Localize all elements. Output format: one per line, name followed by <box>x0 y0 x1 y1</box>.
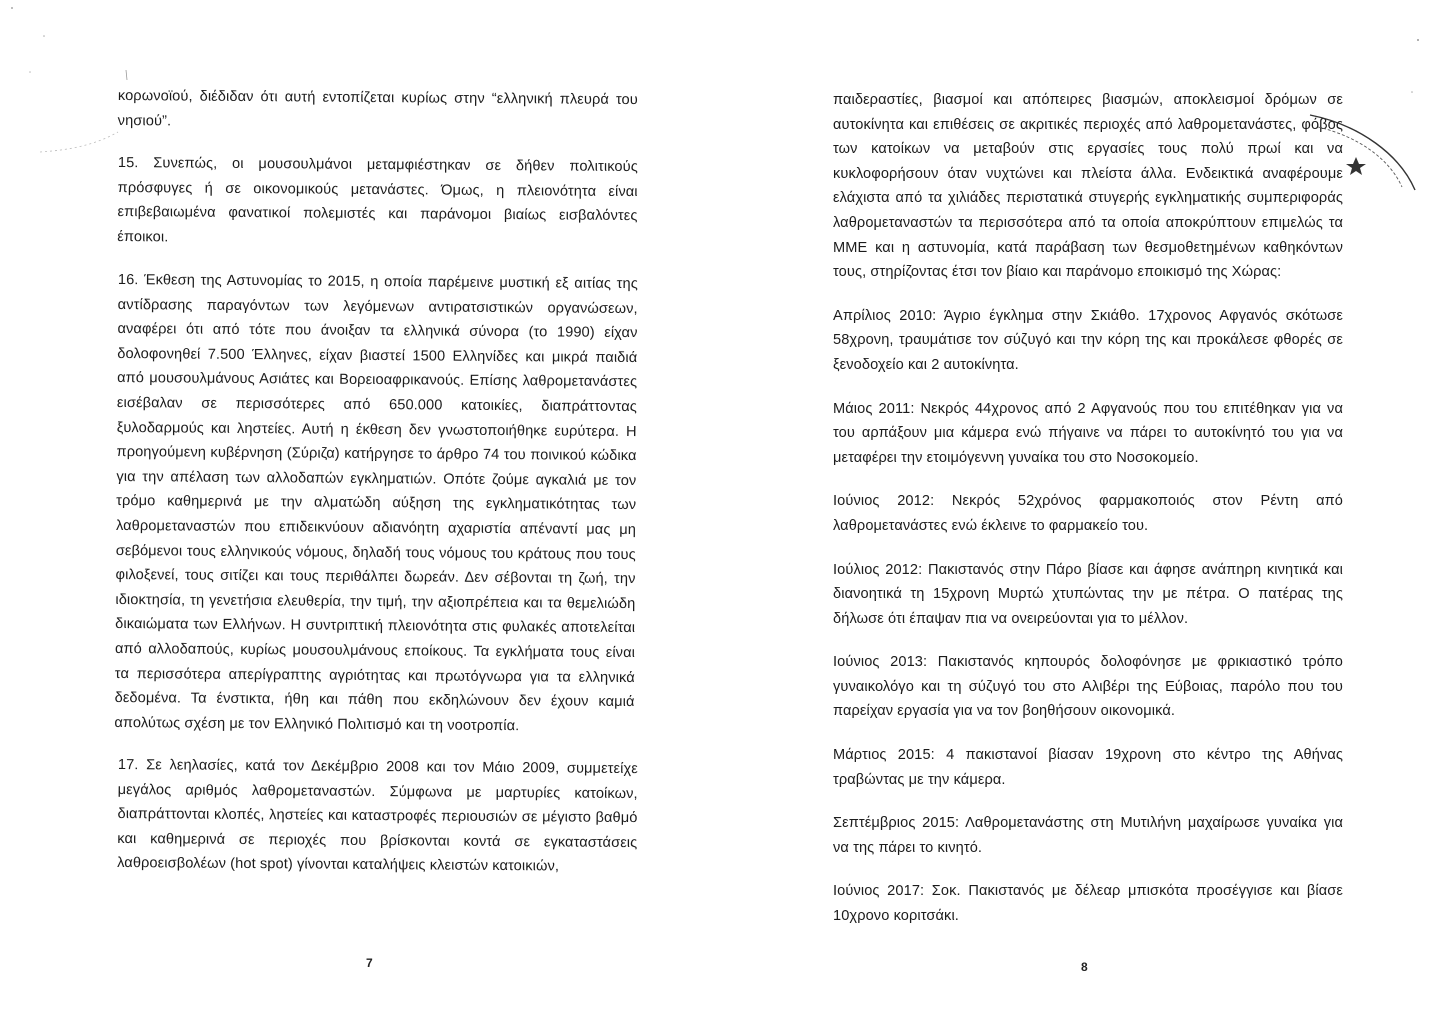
paragraph-16: 16. Έκθεση της Αστυνομίας το 2015, η οποία παρέμεινε μυστική εξ αιτίας της αντίδρασης παραγόντων των λεγόμενων αντιρατσιστικών οργανώσεων, αναφέρει ότι από τότε που άνοιξαν τα ελληνικά σύνορα (το 1990) είχαν δολοφονηθεί 7.500 Έλληνες, είχαν βιαστεί 1500 Ελληνίδες και μικρά παιδιά από μουσουλμάνους Ασιάτες και Βορειοαφρικανούς. Επίσης λαθρομετανάστες εισέβαλαν σε περισσότερες από 650.000 κατοικίες, διαπράττοντας ξυλοδαρμούς και ληστείες. Αυτή η έκθεση δεν γνωστοποιήθηκε ευρύτερα. Η προηγούμενη κυβέρνηση (Σύριζα) κατήργησε το άρθρο 74 του ποινικού κώδικα για την απέλαση των αλλοδαπών εγκληματιών. Οπότε ζούμε αγκαλιά με τον τρόμο καθημερινά με την αλματώδη αύξηση της εγκληματικότητας των λαθρομεταναστών που επιδεικνύουν αδιανόητη αχαριστία απέναντί μας μη σεβόμενοι τους ελληνικούς νόμους, δηλαδή τους νόμους του κράτους που τους φιλοξενεί, τους σιτίζει και τους περιθάλπει δωρεάν. Δεν σέβονται τη ζωή, την ιδιοκτησία, τη γενετήσια ελευθερία, την τιμή, την αξιοπρέπεια και τα θεμελιώδη δικαιώματα των Ελλήνων. Η συντριπτική πλειονότητα στις φυλακές αποτελείται από αλλοδαπούς, κυρίως μουσουλμάνους εποίκους. Τα εγκλήματα τους είναι τα περισσότερα απερίγραπτης αγριότητας και πρωτόγνωρα για τα ελληνικά δεδομένα. Τα ένστικτα, ήθη και πάθη που εκδηλώνουν δεν έχουν καμιά απολύτως σχέση με τον Ελληνικό Πολιτισμό και τη νοοτροπία. <box>114 271 638 734</box>
right-page <box>728 0 1456 1030</box>
paragraph-continuation-right: παιδεραστίες, βιασμοί και απόπειρες βιασμών, αποκλεισμοί δρόμων σε αυτοκίνητα και επιθέσεις σε ακριτικές περιοχές από λαθρομετανάστες, φόβος των κατοίκων να μεταβούν στις εργασίες τους πολύ πρωί και να κυκλοφορήσουν όταν νυχτώνει και πλείστα άλλα. Ενδεικτικά αναφέρουμε ελάχιστα από τα χιλιάδες περιστατικά στυγερής εγκληματικής συμπεριφοράς λαθρομεταναστών τα περισσότερα από τα οποία αποκρύπτουν επιμελώς τα ΜΜΕ και η αστυνομία, κατά παράβαση των θεσμοθετημένων καθηκόντων τους, στηρίζοντας έτσι τον βίαιο και παράνομο εποικισμό της Χώρας: <box>833 92 1343 281</box>
paragraph-continuation: κορωνοϊού, διέδιδαν ότι αυτή εντοπίζεται κυρίως στην “ελληνική πλευρά του νησιού”. <box>117 87 638 130</box>
incident-entry: Μάρτιος 2015: 4 πακιστανοί βίασαν 19χρονη στο κέντρο της Αθήνας τραβώντας με την κάμερα. <box>833 747 1343 788</box>
page-number-right: 8 <box>1081 960 1088 974</box>
incident-entry: Απρίλιος 2010: Άγριο έγκλημα στην Σκιάθο. 17χρονος Αφγανός σκότωσε 58χρονη, τραυμάτισε τον σύζυγό και την κόρη της και προκάλεσε φθορές σε ξενοδοχείο και 2 αυτοκίνητα. <box>833 307 1343 373</box>
right-page-text-column <box>833 88 1343 948</box>
incident-entry: Ιούνιος 2013: Πακιστανός κηπουρός δολοφόνησε με φρικιαστικό τρόπο γυναικολόγο και τη σύζυγό του στο Αλιβέρι της Εύβοιας, παρόλο που του παρείχαν εργασία για να τον βοηθήσουν οικονομικά. <box>833 654 1343 720</box>
incident-entry: Ιούνιος 2012: Νεκρός 52χρόνος φαρμακοποιός στον Ρέντη από λαθρομετανάστες ενώ έκλεινε το φαρμακείο του. <box>833 493 1343 534</box>
incident-entry: Ιούλιος 2012: Πακιστανός στην Πάρο βίασε και άφησε ανάπηρη κινητικά και διανοητικά τη 15χρονη Μυρτώ χτυπώντας την με πέτρα. Ο πατέρας της δήλωσε ότι έπαψαν πια να ονειρεύονται για το μέλλον. <box>833 561 1343 627</box>
paragraph-17: 17. Σε λεηλασίες, κατά τον Δεκέμβριο 2008 και τον Μάιο 2009, συμμετείχε μεγάλος αριθμός λαθρομεταναστών. Σύμφωνα με μαρτυρίες κατοίκων, διαπράττονται κλοπές, ληστείες και καταστροφές περιουσιών σε μέγιστο βαθμό και καθημερινά σε περιοχές που βρίσκονται κοντά σε εγκαταστάσεις λαθροεισβολέων (hot spot) γίνονται καταλήψεις κλειστών κατοικιών, <box>117 756 638 875</box>
page-number-left: 7 <box>366 956 373 970</box>
left-page-text-column <box>114 84 638 894</box>
paragraph-15: 15. Συνεπώς, οι μουσουλμάνοι μεταμφιέστηκαν σε δήθεν πολιτικούς πρόσφυγες ή σε οικονομικούς μετανάστες. Όμως, η πλειονότητα είναι επιβεβαιωμένα φανατικοί πολεμιστές και παράνομοι βιαίως εισβαλόντες έποικοι. <box>117 155 638 246</box>
incident-entry: Σεπτέμβριος 2015: Λαθρομετανάστης στη Μυτιλήνη μαχαίρωσε γυναίκα για να της πάρει το κινητό. <box>833 815 1343 856</box>
incident-entry: Μάιος 2011: Νεκρός 44χρονος από 2 Αφγανούς που του επιτέθηκαν για να του αρπάξουν μια κάμερα ενώ πήγαινε να πάρει το αυτοκίνητό του για να μεταφέρει την ετοιμόγεννη γυναίκα του στο Νοσοκομείο. <box>833 400 1343 466</box>
incident-entry: Ιούνιος 2017: Σοκ. Πακιστανός με δέλεαρ μπισκότα προσέγγισε και βίασε 10χρονο κοριτσάκι. <box>833 883 1343 925</box>
